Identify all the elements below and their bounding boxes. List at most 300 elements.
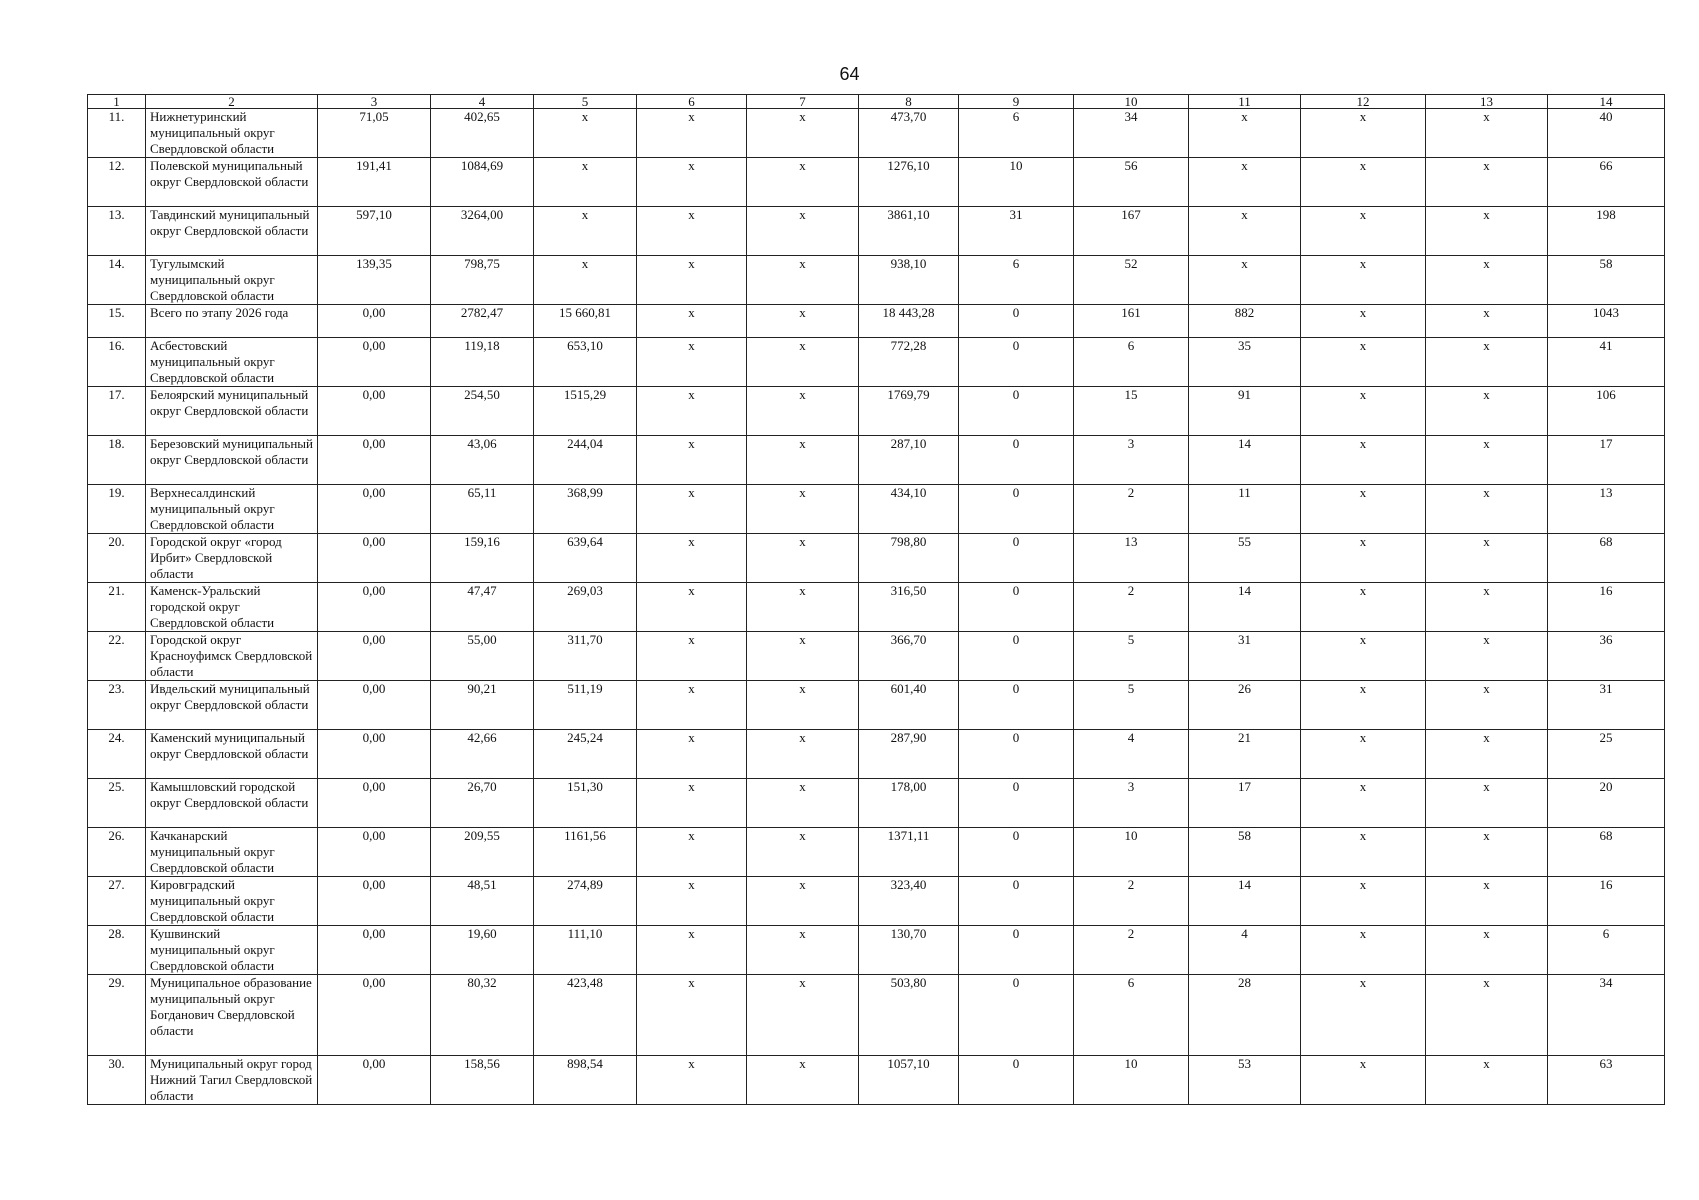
value-cell-c7: x: [747, 1056, 859, 1105]
value-cell-c10: 167: [1074, 207, 1189, 256]
value-cell-c9: 0: [959, 338, 1074, 387]
value-cell-c9: 0: [959, 975, 1074, 1056]
value-cell-c8: 323,40: [859, 877, 959, 926]
value-cell-c8: 366,70: [859, 632, 959, 681]
row-number-cell: 11.: [88, 109, 146, 158]
table-row: [88, 632, 1665, 681]
value-cell-c13: x: [1426, 730, 1548, 779]
value-cell-c7: x: [747, 975, 859, 1056]
value-cell-c4: 65,11: [431, 485, 534, 534]
value-cell-c5: x: [534, 256, 637, 305]
table-row: [88, 338, 1665, 387]
value-cell-c13: x: [1426, 828, 1548, 877]
value-cell-c13: x: [1426, 387, 1548, 436]
value-cell-c9: 0: [959, 730, 1074, 779]
value-cell-c3: 0,00: [318, 305, 431, 338]
value-cell-c14: 34: [1548, 975, 1665, 1056]
value-cell-c10: 6: [1074, 338, 1189, 387]
value-cell-c5: 15 660,81: [534, 305, 637, 338]
row-number-cell: 30.: [88, 1056, 146, 1105]
value-cell-c11: 53: [1189, 1056, 1301, 1105]
value-cell-c7: x: [747, 877, 859, 926]
value-cell-c3: 0,00: [318, 975, 431, 1056]
column-header: 7: [747, 95, 859, 109]
value-cell-c5: 423,48: [534, 975, 637, 1056]
value-cell-c10: 3: [1074, 779, 1189, 828]
value-cell-c8: 601,40: [859, 681, 959, 730]
table-row: [88, 877, 1665, 926]
value-cell-c9: 0: [959, 485, 1074, 534]
table-row: [88, 828, 1665, 877]
value-cell-c4: 158,56: [431, 1056, 534, 1105]
value-cell-c6: x: [637, 387, 747, 436]
value-cell-c11: 58: [1189, 828, 1301, 877]
value-cell-c12: x: [1301, 109, 1426, 158]
value-cell-c8: 1276,10: [859, 158, 959, 207]
value-cell-c13: x: [1426, 779, 1548, 828]
value-cell-c6: x: [637, 305, 747, 338]
value-cell-c8: 287,10: [859, 436, 959, 485]
value-cell-c11: 28: [1189, 975, 1301, 1056]
value-cell-c12: x: [1301, 158, 1426, 207]
value-cell-c14: 16: [1548, 877, 1665, 926]
value-cell-c10: 5: [1074, 681, 1189, 730]
row-number-cell: 20.: [88, 534, 146, 583]
value-cell-c3: 597,10: [318, 207, 431, 256]
value-cell-c14: 68: [1548, 828, 1665, 877]
table-row: [88, 779, 1665, 828]
value-cell-c5: 151,30: [534, 779, 637, 828]
value-cell-c7: x: [747, 926, 859, 975]
value-cell-c11: 17: [1189, 779, 1301, 828]
value-cell-c6: x: [637, 256, 747, 305]
table-row: [88, 485, 1665, 534]
column-header: 2: [146, 95, 318, 109]
value-cell-c8: 938,10: [859, 256, 959, 305]
value-cell-c3: 0,00: [318, 534, 431, 583]
row-number-cell: 25.: [88, 779, 146, 828]
value-cell-c14: 41: [1548, 338, 1665, 387]
value-cell-c9: 31: [959, 207, 1074, 256]
value-cell-c9: 6: [959, 256, 1074, 305]
value-cell-c10: 15: [1074, 387, 1189, 436]
value-cell-c3: 0,00: [318, 828, 431, 877]
value-cell-c8: 316,50: [859, 583, 959, 632]
table-row: [88, 436, 1665, 485]
value-cell-c5: 639,64: [534, 534, 637, 583]
table-row: [88, 534, 1665, 583]
value-cell-c6: x: [637, 534, 747, 583]
value-cell-c3: 0,00: [318, 877, 431, 926]
municipality-name-cell: Качканарский муниципальный округ Свердловской области: [146, 828, 318, 877]
value-cell-c6: x: [637, 207, 747, 256]
value-cell-c14: 16: [1548, 583, 1665, 632]
value-cell-c12: x: [1301, 975, 1426, 1056]
row-number-cell: 22.: [88, 632, 146, 681]
value-cell-c5: 269,03: [534, 583, 637, 632]
value-cell-c5: 1515,29: [534, 387, 637, 436]
value-cell-c12: x: [1301, 632, 1426, 681]
value-cell-c4: 43,06: [431, 436, 534, 485]
value-cell-c10: 2: [1074, 877, 1189, 926]
value-cell-c14: 6: [1548, 926, 1665, 975]
municipality-name-cell: Кировградский муниципальный округ Свердловской области: [146, 877, 318, 926]
value-cell-c13: x: [1426, 158, 1548, 207]
row-number-cell: 19.: [88, 485, 146, 534]
value-cell-c14: 58: [1548, 256, 1665, 305]
value-cell-c8: 798,80: [859, 534, 959, 583]
value-cell-c8: 178,00: [859, 779, 959, 828]
value-cell-c9: 0: [959, 583, 1074, 632]
value-cell-c12: x: [1301, 534, 1426, 583]
value-cell-c3: 0,00: [318, 779, 431, 828]
value-cell-c13: x: [1426, 632, 1548, 681]
value-cell-c9: 0: [959, 926, 1074, 975]
value-cell-c12: x: [1301, 338, 1426, 387]
table-row: [88, 926, 1665, 975]
row-number-cell: 26.: [88, 828, 146, 877]
value-cell-c11: 14: [1189, 436, 1301, 485]
value-cell-c5: x: [534, 207, 637, 256]
value-cell-c11: x: [1189, 207, 1301, 256]
value-cell-c4: 3264,00: [431, 207, 534, 256]
value-cell-c5: x: [534, 158, 637, 207]
value-cell-c3: 139,35: [318, 256, 431, 305]
value-cell-c6: x: [637, 828, 747, 877]
value-cell-c14: 25: [1548, 730, 1665, 779]
value-cell-c7: x: [747, 436, 859, 485]
value-cell-c7: x: [747, 158, 859, 207]
value-cell-c12: x: [1301, 485, 1426, 534]
value-cell-c14: 36: [1548, 632, 1665, 681]
value-cell-c4: 42,66: [431, 730, 534, 779]
header-row: [88, 95, 1665, 109]
row-number-cell: 28.: [88, 926, 146, 975]
value-cell-c7: x: [747, 338, 859, 387]
value-cell-c6: x: [637, 109, 747, 158]
value-cell-c6: x: [637, 632, 747, 681]
municipality-name-cell: Ивдельский муниципальный округ Свердловской области: [146, 681, 318, 730]
row-number-cell: 14.: [88, 256, 146, 305]
value-cell-c5: 511,19: [534, 681, 637, 730]
value-cell-c13: x: [1426, 534, 1548, 583]
value-cell-c10: 34: [1074, 109, 1189, 158]
value-cell-c5: 244,04: [534, 436, 637, 485]
value-cell-c4: 90,21: [431, 681, 534, 730]
value-cell-c10: 2: [1074, 583, 1189, 632]
value-cell-c4: 119,18: [431, 338, 534, 387]
value-cell-c3: 0,00: [318, 632, 431, 681]
value-cell-c14: 40: [1548, 109, 1665, 158]
value-cell-c6: x: [637, 877, 747, 926]
value-cell-c3: 0,00: [318, 485, 431, 534]
value-cell-c3: 71,05: [318, 109, 431, 158]
row-number-cell: 18.: [88, 436, 146, 485]
value-cell-c3: 0,00: [318, 387, 431, 436]
value-cell-c5: 311,70: [534, 632, 637, 681]
municipality-name-cell: Муниципальный округ город Нижний Тагил Свердловской области: [146, 1056, 318, 1105]
value-cell-c5: 653,10: [534, 338, 637, 387]
value-cell-c4: 209,55: [431, 828, 534, 877]
column-header: 4: [431, 95, 534, 109]
table-row: [88, 730, 1665, 779]
value-cell-c7: x: [747, 632, 859, 681]
value-cell-c11: 35: [1189, 338, 1301, 387]
value-cell-c9: 0: [959, 681, 1074, 730]
page-number: 64: [839, 64, 860, 84]
value-cell-c14: 198: [1548, 207, 1665, 256]
value-cell-c13: x: [1426, 256, 1548, 305]
value-cell-c7: x: [747, 583, 859, 632]
value-cell-c11: 31: [1189, 632, 1301, 681]
value-cell-c4: 159,16: [431, 534, 534, 583]
value-cell-c13: x: [1426, 305, 1548, 338]
municipality-name-cell: Белоярский муниципальный округ Свердловской области: [146, 387, 318, 436]
value-cell-c14: 20: [1548, 779, 1665, 828]
value-cell-c14: 1043: [1548, 305, 1665, 338]
value-cell-c11: 26: [1189, 681, 1301, 730]
table-row: [88, 109, 1665, 158]
value-cell-c11: 21: [1189, 730, 1301, 779]
row-number-cell: 21.: [88, 583, 146, 632]
value-cell-c9: 0: [959, 779, 1074, 828]
value-cell-c3: 191,41: [318, 158, 431, 207]
value-cell-c13: x: [1426, 436, 1548, 485]
value-cell-c5: 898,54: [534, 1056, 637, 1105]
value-cell-c8: 434,10: [859, 485, 959, 534]
value-cell-c11: x: [1189, 109, 1301, 158]
municipality-name-cell: Березовский муниципальный округ Свердловской области: [146, 436, 318, 485]
value-cell-c3: 0,00: [318, 1056, 431, 1105]
value-cell-c7: x: [747, 779, 859, 828]
municipality-name-cell: Каменск-Уральский городской округ Свердловской области: [146, 583, 318, 632]
column-header: 12: [1301, 95, 1426, 109]
value-cell-c12: x: [1301, 207, 1426, 256]
value-cell-c13: x: [1426, 109, 1548, 158]
column-header: 5: [534, 95, 637, 109]
municipality-name-cell: Всего по этапу 2026 года: [146, 305, 318, 338]
value-cell-c14: 63: [1548, 1056, 1665, 1105]
column-header: 11: [1189, 95, 1301, 109]
municipality-name-cell: Городской округ Красноуфимск Свердловской области: [146, 632, 318, 681]
value-cell-c5: 368,99: [534, 485, 637, 534]
value-cell-c14: 17: [1548, 436, 1665, 485]
value-cell-c8: 130,70: [859, 926, 959, 975]
table-row: [88, 305, 1665, 338]
value-cell-c6: x: [637, 730, 747, 779]
value-cell-c10: 56: [1074, 158, 1189, 207]
value-cell-c9: 0: [959, 305, 1074, 338]
value-cell-c12: x: [1301, 828, 1426, 877]
value-cell-c12: x: [1301, 305, 1426, 338]
value-cell-c11: 14: [1189, 583, 1301, 632]
value-cell-c10: 10: [1074, 1056, 1189, 1105]
value-cell-c10: 2: [1074, 485, 1189, 534]
value-cell-c9: 0: [959, 534, 1074, 583]
row-number-cell: 16.: [88, 338, 146, 387]
value-cell-c11: x: [1189, 158, 1301, 207]
value-cell-c14: 13: [1548, 485, 1665, 534]
row-number-cell: 13.: [88, 207, 146, 256]
value-cell-c11: 4: [1189, 926, 1301, 975]
value-cell-c14: 31: [1548, 681, 1665, 730]
value-cell-c10: 4: [1074, 730, 1189, 779]
value-cell-c5: 245,24: [534, 730, 637, 779]
column-header: 14: [1548, 95, 1665, 109]
value-cell-c13: x: [1426, 485, 1548, 534]
value-cell-c10: 161: [1074, 305, 1189, 338]
value-cell-c13: x: [1426, 877, 1548, 926]
value-cell-c13: x: [1426, 975, 1548, 1056]
municipality-name-cell: Кушвинский муниципальный округ Свердловской области: [146, 926, 318, 975]
value-cell-c10: 5: [1074, 632, 1189, 681]
value-cell-c4: 402,65: [431, 109, 534, 158]
value-cell-c3: 0,00: [318, 338, 431, 387]
value-cell-c10: 10: [1074, 828, 1189, 877]
value-cell-c14: 66: [1548, 158, 1665, 207]
value-cell-c7: x: [747, 109, 859, 158]
value-cell-c10: 6: [1074, 975, 1189, 1056]
column-header: 9: [959, 95, 1074, 109]
value-cell-c11: 882: [1189, 305, 1301, 338]
value-cell-c11: 55: [1189, 534, 1301, 583]
table-row: [88, 681, 1665, 730]
value-cell-c10: 2: [1074, 926, 1189, 975]
value-cell-c8: 3861,10: [859, 207, 959, 256]
value-cell-c13: x: [1426, 338, 1548, 387]
value-cell-c7: x: [747, 534, 859, 583]
value-cell-c7: x: [747, 485, 859, 534]
value-cell-c3: 0,00: [318, 583, 431, 632]
value-cell-c4: 47,47: [431, 583, 534, 632]
value-cell-c6: x: [637, 681, 747, 730]
row-number-cell: 24.: [88, 730, 146, 779]
municipality-name-cell: Камышловский городской округ Свердловской области: [146, 779, 318, 828]
value-cell-c7: x: [747, 207, 859, 256]
column-header: 10: [1074, 95, 1189, 109]
value-cell-c5: 274,89: [534, 877, 637, 926]
value-cell-c11: 11: [1189, 485, 1301, 534]
municipality-name-cell: Тавдинский муниципальный округ Свердловской области: [146, 207, 318, 256]
value-cell-c6: x: [637, 485, 747, 534]
value-cell-c9: 0: [959, 877, 1074, 926]
row-number-cell: 15.: [88, 305, 146, 338]
municipality-name-cell: Муниципальное образование муниципальный округ Богданович Свердловской области: [146, 975, 318, 1056]
value-cell-c6: x: [637, 926, 747, 975]
column-header: 6: [637, 95, 747, 109]
value-cell-c10: 3: [1074, 436, 1189, 485]
value-cell-c11: 91: [1189, 387, 1301, 436]
value-cell-c6: x: [637, 338, 747, 387]
table-row: [88, 207, 1665, 256]
column-header: 8: [859, 95, 959, 109]
value-cell-c12: x: [1301, 681, 1426, 730]
value-cell-c4: 19,60: [431, 926, 534, 975]
table-row: [88, 256, 1665, 305]
value-cell-c8: 772,28: [859, 338, 959, 387]
municipality-name-cell: Верхнесалдинский муниципальный округ Свердловской области: [146, 485, 318, 534]
value-cell-c5: 111,10: [534, 926, 637, 975]
value-cell-c9: 0: [959, 828, 1074, 877]
value-cell-c8: 18 443,28: [859, 305, 959, 338]
value-cell-c9: 0: [959, 387, 1074, 436]
municipality-name-cell: Тугулымский муниципальный округ Свердловской области: [146, 256, 318, 305]
value-cell-c13: x: [1426, 207, 1548, 256]
value-cell-c10: 13: [1074, 534, 1189, 583]
value-cell-c12: x: [1301, 436, 1426, 485]
value-cell-c9: 0: [959, 436, 1074, 485]
value-cell-c9: 10: [959, 158, 1074, 207]
table-row: [88, 583, 1665, 632]
value-cell-c7: x: [747, 305, 859, 338]
value-cell-c7: x: [747, 681, 859, 730]
value-cell-c8: 287,90: [859, 730, 959, 779]
value-cell-c6: x: [637, 583, 747, 632]
value-cell-c13: x: [1426, 1056, 1548, 1105]
data-table: [87, 94, 1665, 1105]
value-cell-c12: x: [1301, 387, 1426, 436]
value-cell-c3: 0,00: [318, 926, 431, 975]
value-cell-c7: x: [747, 256, 859, 305]
row-number-cell: 23.: [88, 681, 146, 730]
value-cell-c11: 14: [1189, 877, 1301, 926]
value-cell-c12: x: [1301, 877, 1426, 926]
value-cell-c4: 48,51: [431, 877, 534, 926]
row-number-cell: 17.: [88, 387, 146, 436]
municipality-name-cell: Нижнетуринский муниципальный округ Свердловской области: [146, 109, 318, 158]
municipality-name-cell: Асбестовский муниципальный округ Свердловской области: [146, 338, 318, 387]
municipality-name-cell: Каменский муниципальный округ Свердловской области: [146, 730, 318, 779]
value-cell-c12: x: [1301, 779, 1426, 828]
value-cell-c9: 0: [959, 632, 1074, 681]
value-cell-c11: x: [1189, 256, 1301, 305]
value-cell-c7: x: [747, 730, 859, 779]
value-cell-c4: 55,00: [431, 632, 534, 681]
value-cell-c4: 798,75: [431, 256, 534, 305]
column-header: 13: [1426, 95, 1548, 109]
value-cell-c8: 1057,10: [859, 1056, 959, 1105]
value-cell-c5: 1161,56: [534, 828, 637, 877]
value-cell-c6: x: [637, 779, 747, 828]
value-cell-c4: 254,50: [431, 387, 534, 436]
value-cell-c3: 0,00: [318, 730, 431, 779]
table-row: [88, 158, 1665, 207]
value-cell-c10: 52: [1074, 256, 1189, 305]
value-cell-c6: x: [637, 436, 747, 485]
municipality-name-cell: Полевской муниципальный округ Свердловской области: [146, 158, 318, 207]
value-cell-c12: x: [1301, 1056, 1426, 1105]
value-cell-c4: 2782,47: [431, 305, 534, 338]
column-header: 3: [318, 95, 431, 109]
municipality-name-cell: Городской округ «город Ирбит» Свердловской области: [146, 534, 318, 583]
value-cell-c12: x: [1301, 730, 1426, 779]
row-number-cell: 29.: [88, 975, 146, 1056]
value-cell-c4: 80,32: [431, 975, 534, 1056]
value-cell-c3: 0,00: [318, 681, 431, 730]
value-cell-c13: x: [1426, 583, 1548, 632]
value-cell-c9: 0: [959, 1056, 1074, 1105]
value-cell-c8: 1371,11: [859, 828, 959, 877]
value-cell-c12: x: [1301, 926, 1426, 975]
value-cell-c6: x: [637, 975, 747, 1056]
value-cell-c4: 26,70: [431, 779, 534, 828]
value-cell-c8: 473,70: [859, 109, 959, 158]
table-row: [88, 387, 1665, 436]
value-cell-c5: x: [534, 109, 637, 158]
value-cell-c4: 1084,69: [431, 158, 534, 207]
value-cell-c3: 0,00: [318, 436, 431, 485]
value-cell-c12: x: [1301, 583, 1426, 632]
